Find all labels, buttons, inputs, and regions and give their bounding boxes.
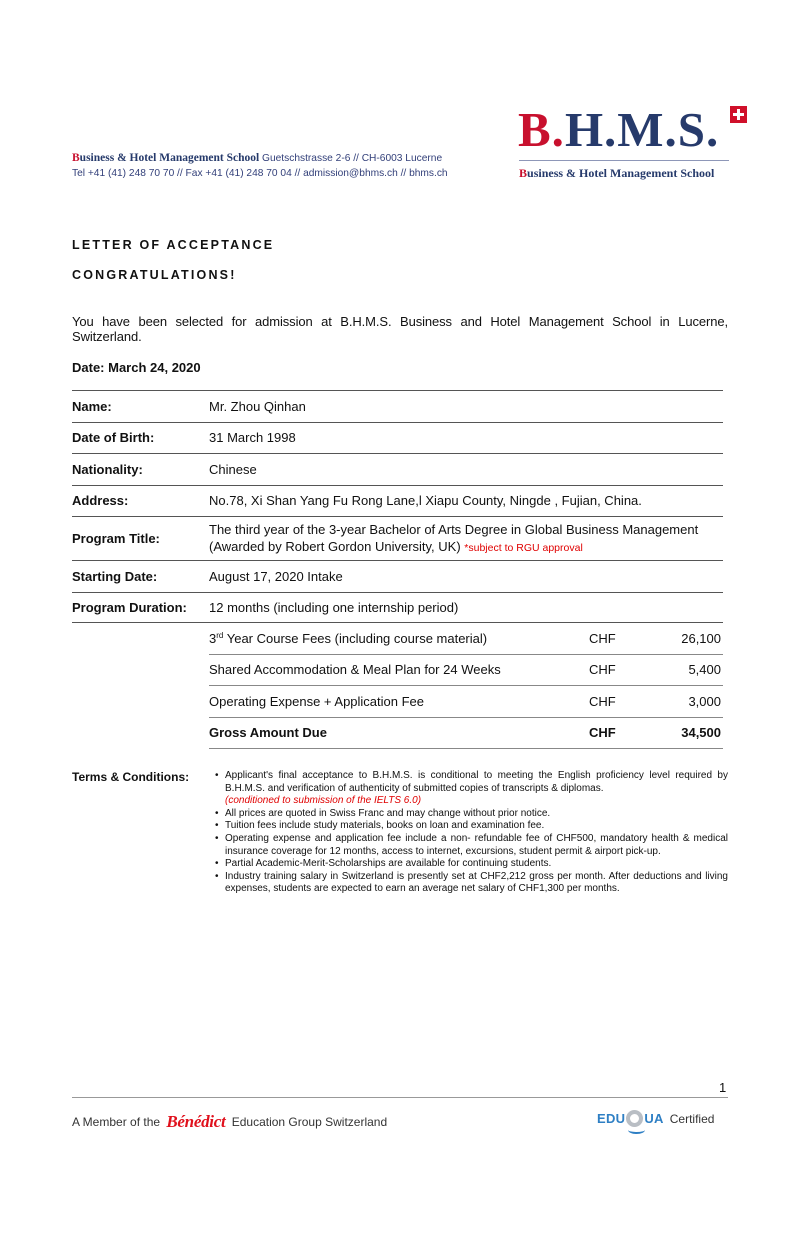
fee-year-suffix: rd <box>216 630 224 640</box>
eduqua-edu: EDU <box>597 1111 626 1126</box>
fee-amount: 3,000 <box>688 693 721 709</box>
fee-description: Operating Expense + Application Fee <box>209 693 425 709</box>
school-name-rest: usiness & Hotel Management School <box>79 152 260 164</box>
congratulations-heading: CONGRATULATIONS! <box>72 268 237 282</box>
page-number: 1 <box>719 1080 727 1095</box>
fee-row <box>209 655 723 687</box>
info-label: Address: <box>72 493 129 509</box>
logo-mark-rest: H.M.S. <box>564 102 720 157</box>
school-name <box>72 152 259 164</box>
info-row-dob <box>72 422 723 454</box>
info-label: Starting Date: <box>72 568 158 584</box>
info-row-duration <box>72 592 723 624</box>
applicant-info-table <box>72 390 723 623</box>
logo-sub-initial: B <box>519 166 528 180</box>
eduqua-certification <box>597 1110 714 1127</box>
info-row-name <box>72 390 723 422</box>
info-label: Nationality: <box>72 461 143 477</box>
terms-item <box>214 770 728 808</box>
terms-label: Terms & Conditions: <box>72 770 190 784</box>
fee-total-currency: CHF <box>589 725 616 741</box>
info-row-starting-date <box>72 560 723 592</box>
info-value: No.78, Xi Shan Yang Fu Rong Lane,l Xiapu County, Ningde , Fujian, China. <box>209 493 642 509</box>
fees-table <box>209 623 723 749</box>
info-label: Name: <box>72 398 112 414</box>
info-row-program-title <box>72 516 723 560</box>
fee-description: Shared Accommodation & Meal Plan for 24 Weeks <box>209 662 501 678</box>
swiss-flag-icon <box>730 106 747 123</box>
fee-amount: 5,400 <box>688 662 721 678</box>
fee-total-amount: 34,500 <box>681 725 721 741</box>
member-suffix: Education Group Switzerland <box>231 1115 388 1129</box>
ielts-note: (conditioned to submission of the IELTS 6.0) <box>225 795 422 807</box>
logo-mark <box>518 104 748 156</box>
logo-mark-first: B. <box>518 102 565 157</box>
fee-currency: CHF <box>589 662 616 678</box>
letter-title: LETTER OF ACCEPTANCE <box>72 238 275 252</box>
eduqua-q-icon <box>626 1110 643 1127</box>
info-value <box>209 521 723 557</box>
bhms-logo <box>518 102 748 180</box>
logo-subtitle <box>519 166 714 181</box>
logo-divider <box>519 160 729 161</box>
benedict-logo: Bénédict <box>166 1112 226 1131</box>
fee-amount: 26,100 <box>681 630 721 646</box>
fee-row <box>209 686 723 718</box>
terms-item-text: Applicant's final acceptance to B.H.M.S. is conditional to meeting the English proficiency level required by B.H.M.S. and verification of authenticity of submitted copies of transcripts & diplomas. <box>225 770 728 794</box>
info-value: Mr. Zhou Qinhan <box>209 398 306 414</box>
terms-item: • Partial Academic-Merit-Scholarships are available for continuing students. <box>214 858 728 871</box>
school-contact: Tel +41 (41) 248 70 70 // Fax +41 (41) 248 70 04 // admission@bhms.ch // bhms.ch <box>72 168 448 179</box>
footer-membership <box>72 1112 387 1132</box>
program-title-text: The third year of the 3-year Bachelor of Arts Degree in Global Business Management (Awarded by Robert Gordon University, UK) <box>209 521 699 554</box>
info-value: 12 months (including one internship period) <box>209 599 459 615</box>
intro-paragraph: You have been selected for admission at B.H.M.S. Business and Hotel Management School in Lucerne, Switzerland. <box>72 314 728 344</box>
rgu-approval-note: *subject to RGU approval <box>464 541 583 554</box>
letter-date: Date: March 24, 2020 <box>72 360 201 375</box>
fee-year: 3 <box>209 630 217 646</box>
eduqua-ua: UA <box>644 1111 664 1126</box>
school-initial: B <box>72 152 80 164</box>
info-value: August 17, 2020 Intake <box>209 568 343 584</box>
fee-description-text: Year Course Fees (including course material) <box>223 630 488 646</box>
logo-sub-rest: usiness & Hotel Management School <box>527 166 715 180</box>
terms-item: • Industry training salary in Switzerland is presently set at CHF2,212 gross per month. After deductions and living expenses, students are expected to earn an average net salary of CHF1,300 per months. <box>214 871 728 896</box>
terms-list <box>214 770 728 896</box>
fee-description <box>209 631 589 646</box>
info-label: Program Duration: <box>72 599 187 615</box>
terms-item: • Tuition fees include study materials, books on loan and examination fee. <box>214 820 728 833</box>
fee-row <box>209 623 723 655</box>
info-row-nationality <box>72 453 723 485</box>
letterhead-contact <box>72 151 448 181</box>
fee-currency: CHF <box>589 693 616 709</box>
school-address: Guetschstrasse 2-6 // CH-6003 Lucerne <box>262 153 443 164</box>
info-value: 31 March 1998 <box>209 430 296 446</box>
terms-item: • All prices are quoted in Swiss Franc and may change without prior notice. <box>214 808 728 821</box>
fee-total-label: Gross Amount Due <box>209 725 327 741</box>
fee-total-row <box>209 718 723 750</box>
member-prefix: A Member of the <box>72 1115 161 1129</box>
fee-currency: CHF <box>589 630 616 646</box>
terms-item: • Operating expense and application fee include a non- refundable fee of CHF500, mandatory health & medical insurance coverage for 12 months, access to internet, excursions, student permit & airport pick-up. <box>214 833 728 858</box>
info-value: Chinese <box>209 461 257 477</box>
info-label: Program Title: <box>72 531 160 546</box>
footer-divider <box>72 1097 728 1098</box>
info-label: Date of Birth: <box>72 430 155 446</box>
certified-label: Certified <box>669 1111 715 1126</box>
info-row-address <box>72 485 723 517</box>
